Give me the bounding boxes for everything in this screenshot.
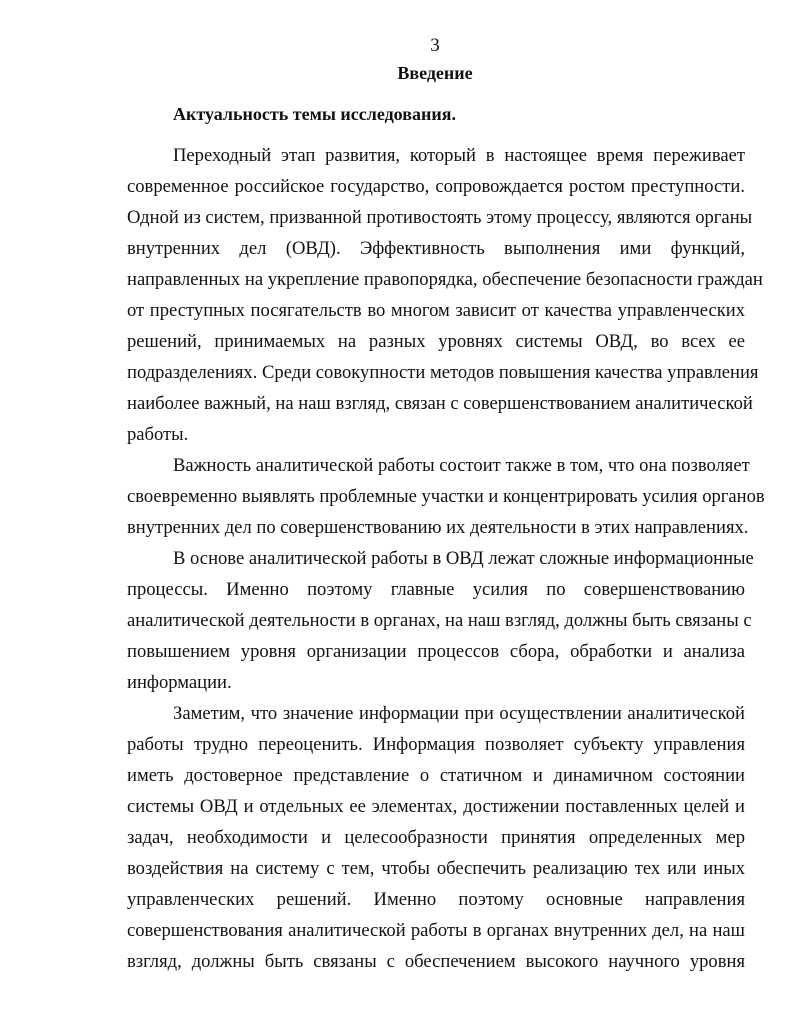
text-line: Переходный этап развития, который в настоящее время переживает <box>173 145 745 166</box>
text-line: Заметим, что значение информации при осуществлении аналитической <box>173 703 745 724</box>
text-line: аналитической деятельности в органах, на наш взгляд, должны быть связаны с <box>127 610 752 631</box>
text-line: решений, принимаемых на разных уровнях системы ОВД, во всех ее <box>127 331 745 352</box>
text-line: управленческих решений. Именно поэтому основные направления <box>127 889 745 910</box>
text-line: внутренних дел (ОВД). Эффективность выполнения ими функций, <box>127 238 745 259</box>
paragraph <box>127 698 745 977</box>
text-line: современное российское государство, сопровождается ростом преступности. <box>127 176 745 197</box>
text-line: своевременно выявлять проблемные участки и концентрировать усилия органов <box>127 486 765 507</box>
text-line: подразделениях. Среди совокупности методов повышения качества управления <box>127 362 759 383</box>
paragraph <box>127 140 763 450</box>
text-line: работы. <box>127 424 189 445</box>
text-line: внутренних дел по совершенствованию их деятельности в этих направлениях. <box>127 517 749 538</box>
page-number: 3 <box>430 35 440 56</box>
body-text <box>127 140 765 977</box>
text-line: иметь достоверное представление о статичном и динамичном состоянии <box>127 765 745 786</box>
paragraph <box>127 543 754 698</box>
text-line: от преступных посягательств во многом зависит от качества управленческих <box>127 300 745 321</box>
text-line: системы ОВД и отдельных ее элементах, достижении поставленных целей и <box>127 796 745 817</box>
paragraph <box>127 450 765 543</box>
text-line: информации. <box>127 672 232 693</box>
section-subtitle: Актуальность темы исследования. <box>173 104 456 124</box>
text-line: В основе аналитической работы в ОВД лежат сложные информационные <box>173 548 754 569</box>
text-line: взгляд, должны быть связаны с обеспечением высокого научного уровня <box>127 951 745 972</box>
text-line: работы трудно переоценить. Информация позволяет субъекту управления <box>127 734 745 755</box>
text-line: Важность аналитической работы состоит также в том, что она позволяет <box>173 455 750 476</box>
text-line: повышением уровня организации процессов сбора, обработки и анализа <box>127 641 745 662</box>
text-line: направленных на укрепление правопорядка, обеспечение безопасности граждан <box>127 269 763 290</box>
text-line: воздействия на систему с тем, чтобы обеспечить реализацию тех или иных <box>127 858 745 879</box>
section-title: Введение <box>397 63 473 83</box>
text-line: Одной из систем, призванной противостоять этому процессу, являются органы <box>127 207 753 228</box>
text-line: совершенствования аналитической работы в органах внутренних дел, на наш <box>127 920 745 941</box>
text-line: задач, необходимости и целесообразности принятия определенных мер <box>127 827 745 848</box>
text-line: процессы. Именно поэтому главные усилия по совершенствованию <box>127 579 745 600</box>
text-line: наиболее важный, на наш взгляд, связан с совершенствованием аналитической <box>127 393 753 414</box>
